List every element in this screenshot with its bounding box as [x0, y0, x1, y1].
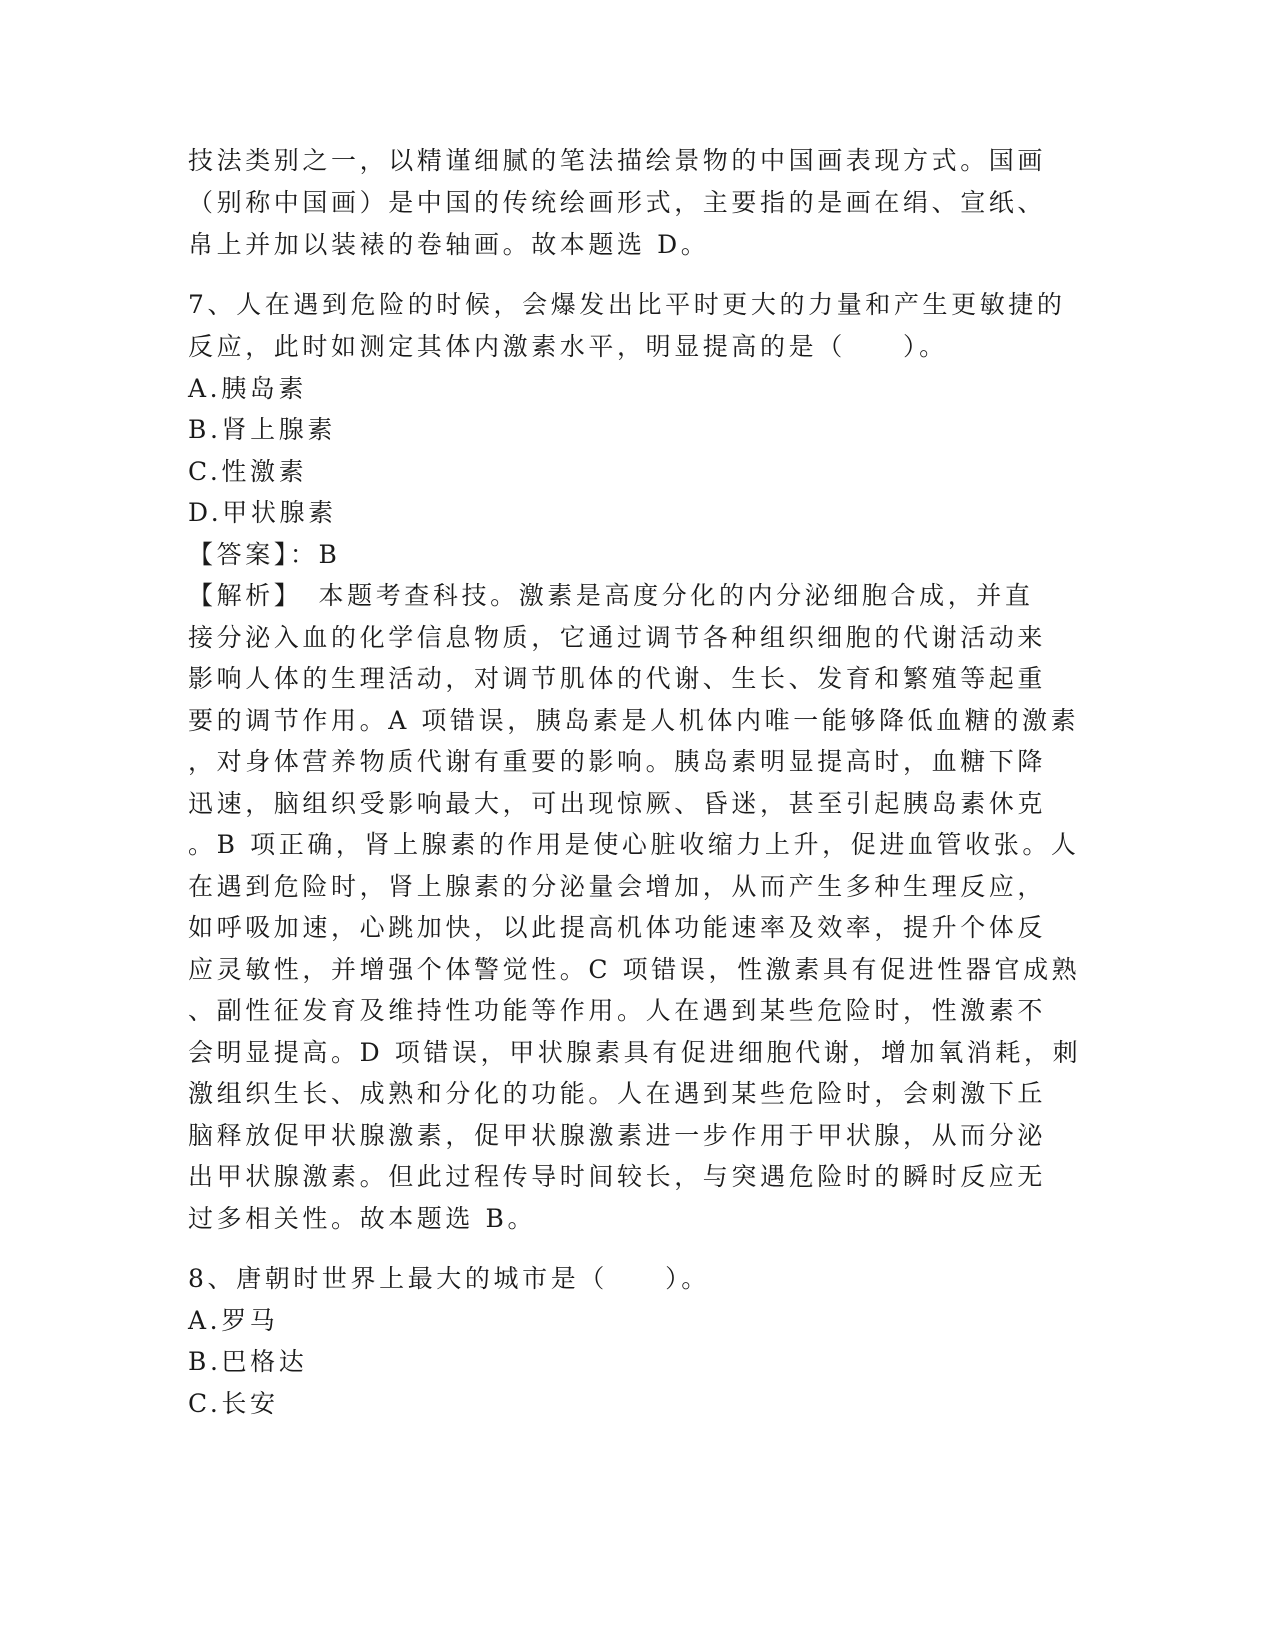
question-7-analysis-line: 会明显提高。D 项错误，甲状腺素具有促进细胞代谢，增加氧消耗，刺 — [188, 1038, 1082, 1067]
question-8-option-c: C.长安 — [188, 1389, 279, 1418]
question-7-option-c: C.性激素 — [188, 457, 308, 486]
prev-explanation-line: （别称中国画）是中国的传统绘画形式，主要指的是画在绢、宣纸、 — [188, 188, 1047, 217]
question-8-option-a: A.罗马 — [188, 1306, 279, 1335]
question-7-analysis-line: 【解析】 本题考查科技。激素是高度分化的内分泌细胞合成，并直 — [188, 581, 1034, 610]
question-7-option-b: B.肾上腺素 — [188, 415, 336, 444]
question-7-analysis-line: 出甲状腺激素。但此过程传导时间较长，与突遇危险时的瞬时反应无 — [188, 1162, 1047, 1191]
question-7-analysis-line: 激组织生长、成熟和分化的功能。人在遇到某些危险时，会刺激下丘 — [188, 1079, 1047, 1108]
question-7-analysis-line: 在遇到危险时，肾上腺素的分泌量会增加，从而产生多种生理反应， — [188, 872, 1047, 901]
question-8-stem: 8、唐朝时世界上最大的城市是（ ）。 — [188, 1264, 710, 1293]
question-7-answer: 【答案】：B — [188, 540, 341, 569]
question-7-analysis-line: 迅速，脑组织受影响最大，可出现惊厥、昏迷，甚至引起胰岛素休克 — [188, 789, 1047, 818]
question-7-analysis-line: 应灵敏性，并增强个体警觉性。C 项错误，性激素具有促进性器官成熟 — [188, 955, 1081, 984]
question-7-analysis-line: 如呼吸加速，心跳加快，以此提高机体功能速率及效率，提升个体反 — [188, 913, 1047, 942]
question-7-analysis-line: 。B 项正确，肾上腺素的作用是使心脏收缩力上升，促进血管收张。人 — [188, 830, 1080, 859]
prev-explanation-line: 帛上并加以装裱的卷轴画。故本题选 D。 — [188, 230, 710, 259]
question-7-stem: 反应，此时如测定其体内激素水平，明显提高的是（ ）。 — [188, 332, 948, 361]
question-7-analysis-line: 过多相关性。故本题选 B。 — [188, 1204, 537, 1233]
question-7-analysis-line: 影响人体的生理活动，对调节肌体的代谢、生长、发育和繁殖等起重 — [188, 664, 1047, 693]
question-8-option-b: B.巴格达 — [188, 1347, 308, 1376]
prev-explanation-line: 技法类别之一，以精谨细腻的笔法描绘景物的中国画表现方式。国画 — [188, 146, 1047, 175]
question-7-option-d: D.甲状腺素 — [188, 498, 337, 527]
question-7-analysis-line: 接分泌入血的化学信息物质，它通过调节各种组织细胞的代谢活动来 — [188, 623, 1047, 652]
question-7-option-a: A.胰岛素 — [188, 374, 308, 403]
question-7-analysis-line: 脑释放促甲状腺激素，促甲状腺激素进一步作用于甲状腺，从而分泌 — [188, 1121, 1047, 1150]
question-7-analysis-line: 要的调节作用。A 项错误，胰岛素是人机体内唯一能够降低血糖的激素 — [188, 706, 1080, 735]
question-7-analysis-line: 、副性征发育及维持性功能等作用。人在遇到某些危险时，性激素不 — [188, 996, 1047, 1025]
question-7-stem: 7、人在遇到危险的时候，会爆发出比平时更大的力量和产生更敏捷的 — [188, 290, 1066, 319]
question-7-analysis-line: ，对身体营养物质代谢有重要的影响。胰岛素明显提高时，血糖下降 — [188, 747, 1047, 776]
